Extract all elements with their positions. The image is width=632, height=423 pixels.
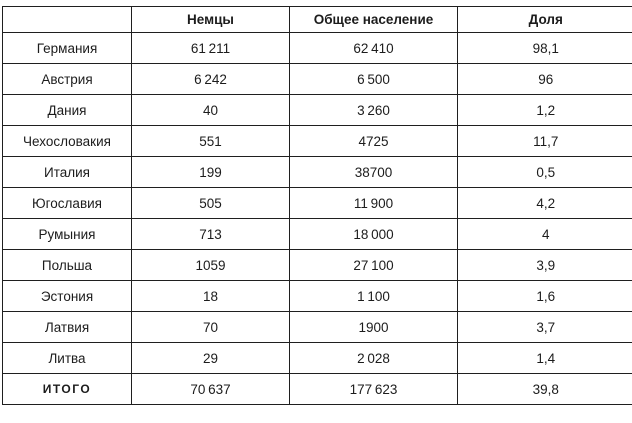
cell-total-population: 3 260 [290,95,458,126]
cell-total-population: 62 410 [290,33,458,64]
total-row [3,374,632,405]
cell-share: 0,5 [458,157,632,188]
table-row [3,281,632,312]
row-label: Австрия [3,64,132,95]
table-row [3,95,632,126]
cell-total-population: 27 100 [290,250,458,281]
row-label: Югославия [3,188,132,219]
column-header-country [3,7,132,33]
row-label: Германия [3,33,132,64]
cell-total-population: 4725 [290,126,458,157]
cell-share: 3,9 [458,250,632,281]
cell-share: 96 [458,64,632,95]
row-label: Литва [3,343,132,374]
cell-germans: 18 [132,281,290,312]
row-label: Польша [3,250,132,281]
cell-share: 1,4 [458,343,632,374]
column-header-share: Доля [458,7,632,33]
cell-germans: 505 [132,188,290,219]
cell-germans: 70 [132,312,290,343]
cell-share: 11,7 [458,126,632,157]
table-row [3,126,632,157]
cell-share: 3,7 [458,312,632,343]
row-label: Италия [3,157,132,188]
row-label: Латвия [3,312,132,343]
cell-total-population: 18 000 [290,219,458,250]
cell-share: 39,8 [458,374,632,405]
cell-total-population: 38700 [290,157,458,188]
cell-total-population: 11 900 [290,188,458,219]
table-row [3,343,632,374]
cell-share: 4 [458,219,632,250]
cell-germans: 61 211 [132,33,290,64]
cell-germans: 199 [132,157,290,188]
table-row [3,219,632,250]
row-label: ИТОГО [3,374,132,405]
cell-germans: 40 [132,95,290,126]
cell-germans: 70 637 [132,374,290,405]
row-label: Чехословакия [3,126,132,157]
column-header-germans: Немцы [132,7,290,33]
cell-germans: 6 242 [132,64,290,95]
cell-total-population: 2 028 [290,343,458,374]
cell-total-population: 6 500 [290,64,458,95]
german-population-table [2,6,632,405]
row-label: Дания [3,95,132,126]
cell-total-population: 177 623 [290,374,458,405]
cell-total-population: 1900 [290,312,458,343]
table-row [3,312,632,343]
table-row [3,33,632,64]
cell-share: 4,2 [458,188,632,219]
cell-total-population: 1 100 [290,281,458,312]
column-header-total-population: Общее население [290,7,458,33]
cell-germans: 551 [132,126,290,157]
cell-germans: 713 [132,219,290,250]
row-label: Эстония [3,281,132,312]
cell-share: 1,6 [458,281,632,312]
table-row [3,157,632,188]
cell-germans: 29 [132,343,290,374]
cell-share: 98,1 [458,33,632,64]
cell-germans: 1059 [132,250,290,281]
table-row [3,64,632,95]
table-row [3,250,632,281]
cell-share: 1,2 [458,95,632,126]
row-label: Румыния [3,219,132,250]
table-row [3,188,632,219]
header-row [3,7,632,33]
